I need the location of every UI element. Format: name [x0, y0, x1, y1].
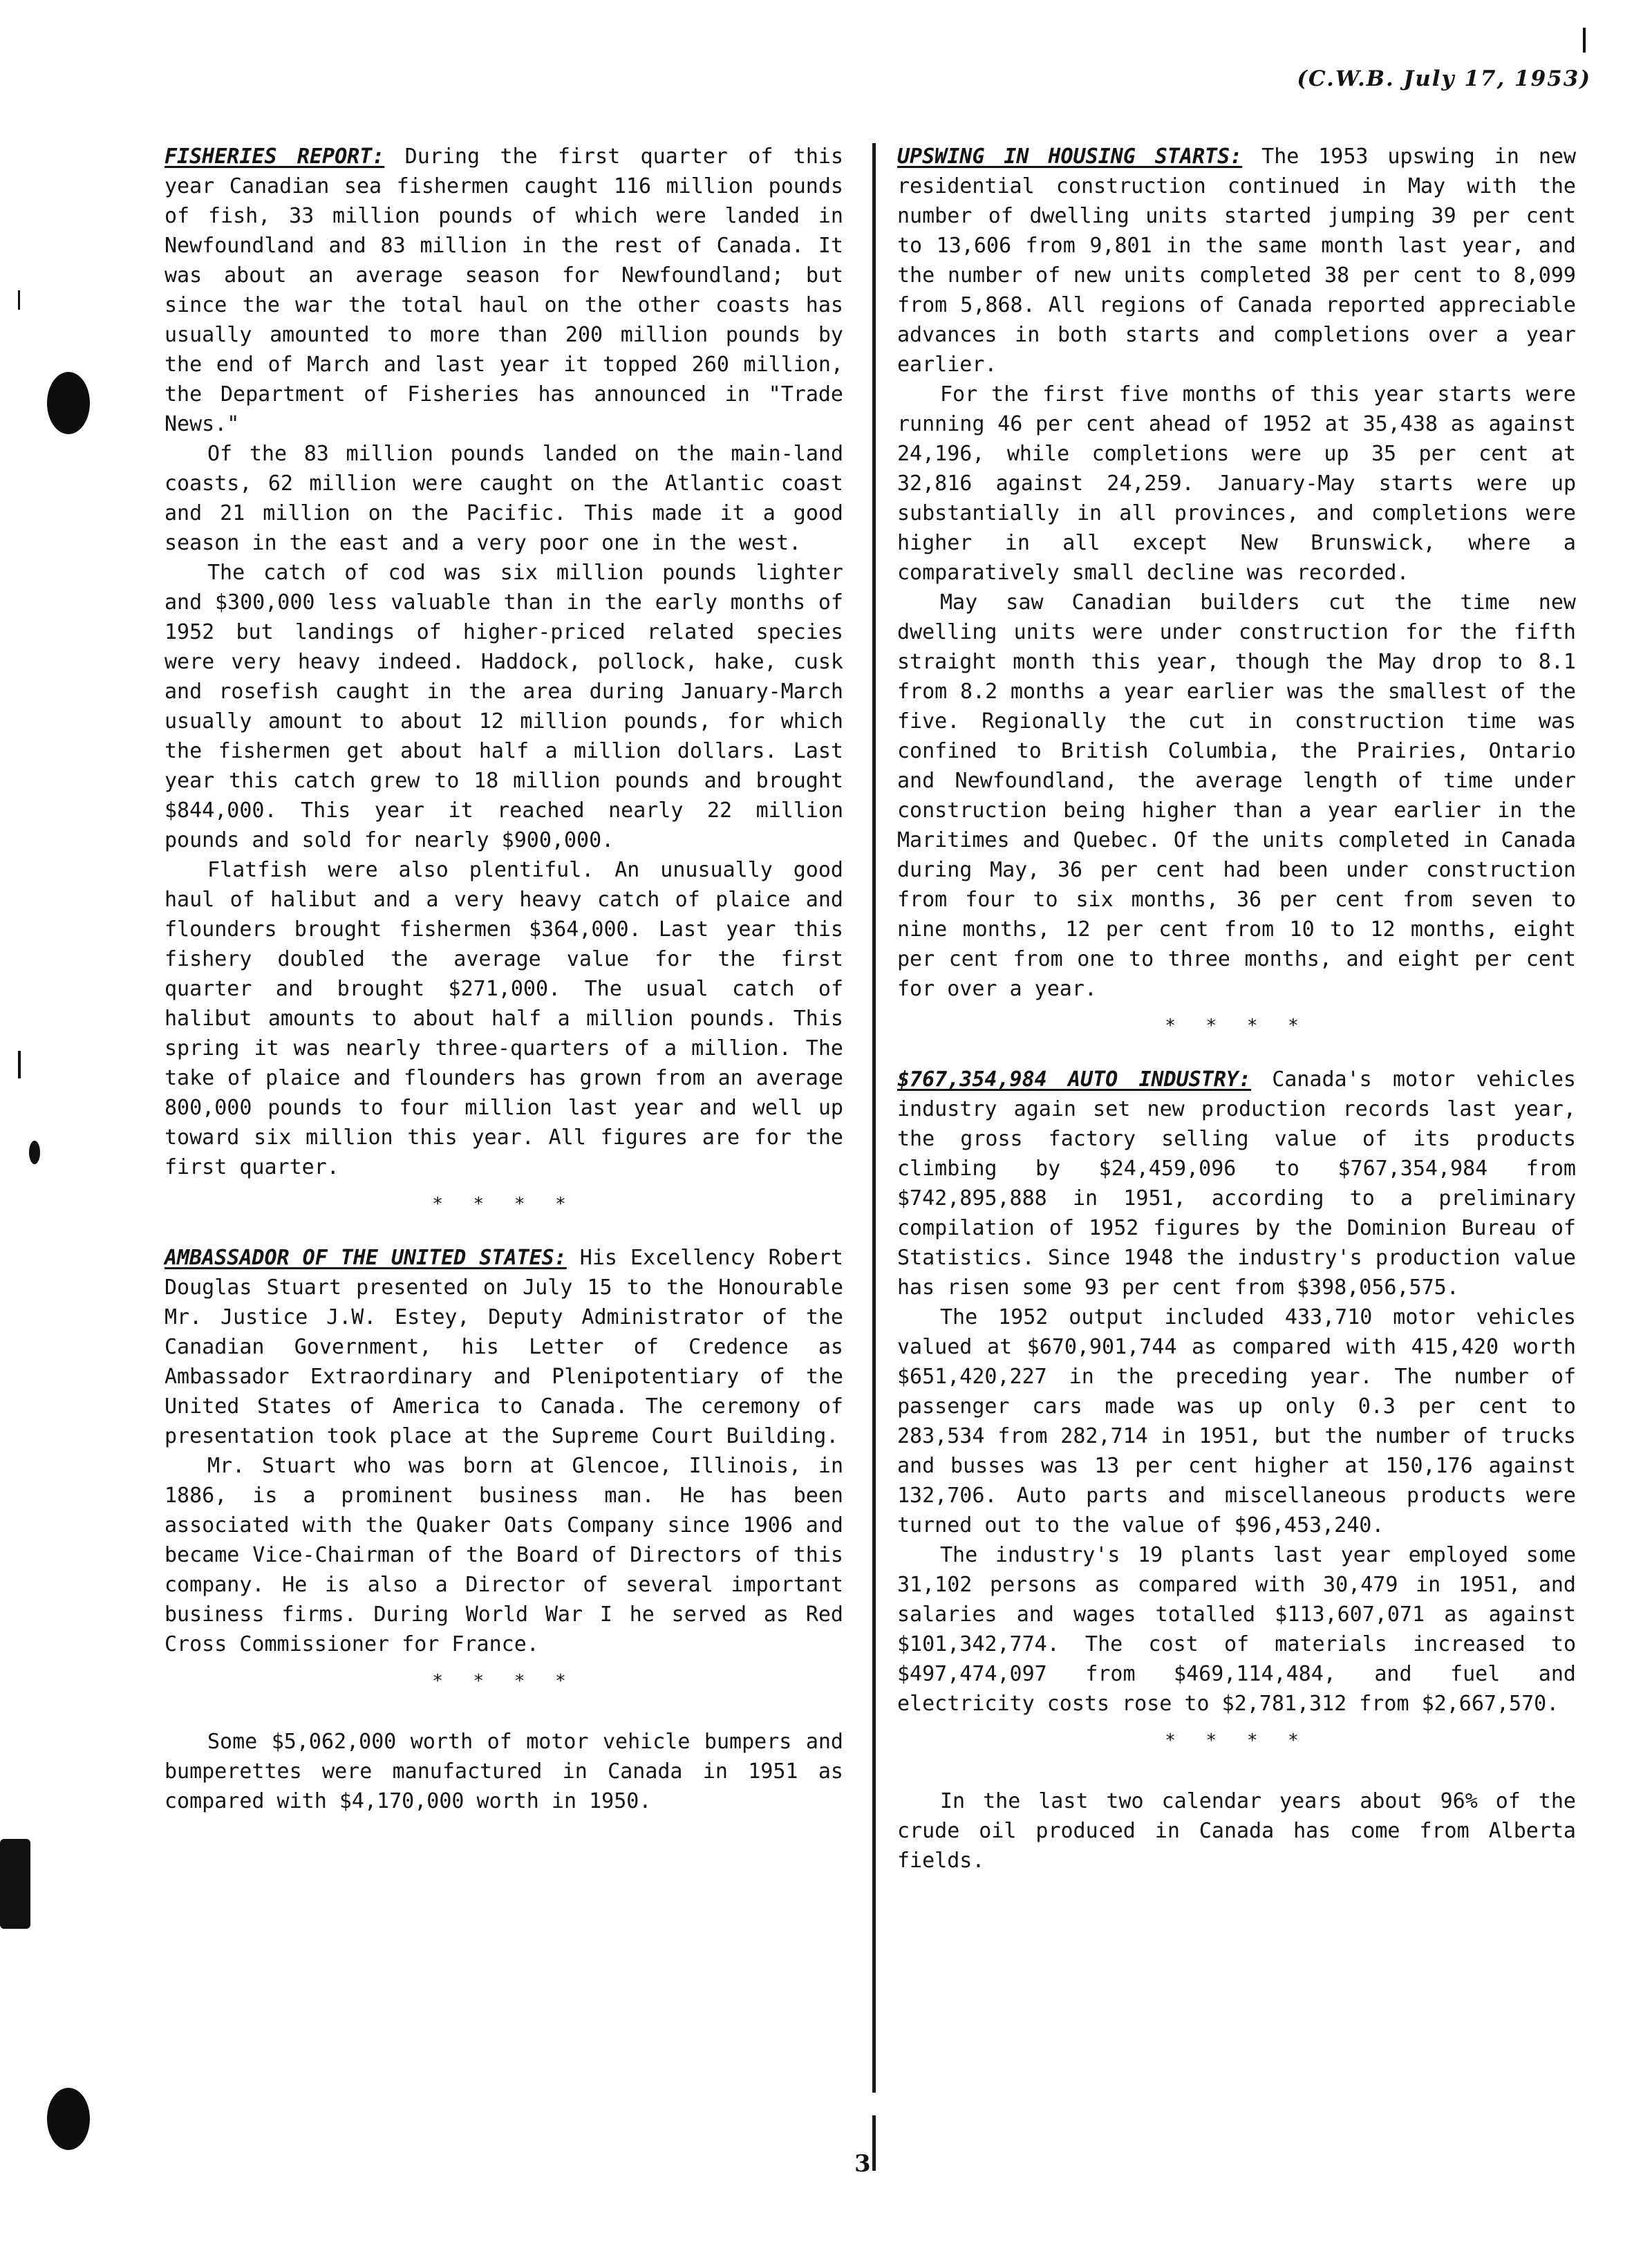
oil-paragraph: In the last two calendar years about 96% of the crude oil produced in Canada has come from Alberta fields.	[897, 1789, 1576, 1873]
housing-text-1: The 1953 upswing in new residential construction continued in May with the number of dwelling units started jumping 39 per cent to 13,606 from 9,801 in the same month last year, and the number of new units completed 38 per cent to 8,099 from 5,868. All regions of Canada reported appreciable advances in both starts and completions over a year earlier.	[897, 144, 1577, 377]
section-separator: * * * *	[432, 1194, 576, 1215]
section-separator: * * * *	[432, 1671, 576, 1692]
right-column	[897, 142, 1576, 1876]
housing-paragraph-3: May saw Canadian builders cut the time new dwelling units were under construction for the fifth straight month this year, though the May drop to 8.1 from 8.2 months a year earlier was the smallest of the five. Regionally the cut in construction time was confined to British Columbia, the Prairies, Ontario and Newfoundland, the average length of time under construction being higher than a year earlier in the Maritimes and Quebec. Of the units completed in Canada during May, 36 per cent had been under construction from four to six months, 36 per cent from seven to nine months, 12 per cent from 10 to 12 months, eight per cent from one to three months, and eight per cent for over a year.	[897, 590, 1576, 1001]
page-number: 3	[854, 2150, 871, 2178]
auto-paragraph-3: The industry's 19 plants last year employed some 31,102 persons as compared with 30,479 in 1951, and salaries and wages totalled $113,607,071 as against $101,342,774. The cost of materials increased to $497,474,097 from $469,114,484, and fuel and electricity costs rose to $2,781,312 from $2,667,570.	[897, 1543, 1576, 1716]
scan-tick	[18, 290, 20, 310]
punch-hole-bottom	[47, 2088, 90, 2150]
punch-hole-top	[47, 372, 90, 434]
binding-edge-mark	[0, 1839, 30, 1929]
housing-paragraph-2: For the first five months of this year starts were running 46 per cent ahead of 1952 at 35,438 as against 24,196, while completions were up 35 per cent at 32,816 against 24,259. January-May starts were up substantially in all provinces, and completions were higher in all except New Brunswick, where a comparatively small decline was recorded.	[897, 382, 1576, 585]
auto-text-1: Canada's motor vehicles industry again set new production records last year, the gross factory selling value of its products climbing by $24,459,096 to $767,354,984 from $742,895,888 in 1951, according to a preliminary compilation of 1952 figures by the Dominion Bureau of Statistics. Since 1948 the industry's production value has risen some 93 per cent from $398,056,575.	[897, 1067, 1576, 1300]
column-divider	[872, 143, 876, 2093]
auto-paragraph-1	[897, 1065, 1576, 1302]
ambassador-paragraph-1	[165, 1243, 843, 1451]
scan-tick	[1583, 28, 1586, 53]
fisheries-paragraph-1	[165, 142, 843, 439]
fisheries-text-1: During the first quarter of this year Canadian sea fishermen caught 116 million pounds of fish, 33 million pounds of which were landed in Newfoundland and 83 million in the rest of Canada. It was about an average season for Newfoundland; but since the war the total haul on the other coasts has usually amounted to more than 200 million pounds by the end of March and last year it topped 260 million, the Department of Fisheries has announced in "Trade News."	[165, 144, 844, 436]
fisheries-paragraph-3: The catch of cod was six million pounds lighter and $300,000 less valuable than in the early months of 1952 but landings of higher-priced related species were very heavy indeed. Haddock, pollock, hake, cusk and rosefish caught in the area during January-March usually amount to about 12 million pounds, for which the fishermen get about half a million dollars. Last year this catch grew to 18 million pounds and brought $844,000. This year it reached nearly 22 million pounds and sold for nearly $900,000.	[165, 561, 843, 852]
section-separator: * * * *	[1165, 1016, 1308, 1036]
bumpers-paragraph: Some $5,062,000 worth of motor vehicle bumpers and bumperettes were manufactured in Canada in 1951 as compared with $4,170,000 worth in 1950.	[165, 1730, 843, 1813]
fisheries-paragraph-2: Of the 83 million pounds landed on the main-land coasts, 62 million were caught on the Atlantic coast and 21 million on the Pacific. This made it a good season in the east and a very poor one in the west.	[165, 442, 843, 555]
scan-speck	[29, 1141, 40, 1164]
column-divider-lower	[872, 2115, 876, 2171]
citation-header: (C.W.B. July 17, 1953)	[1297, 66, 1591, 91]
section-separator: * * * *	[1165, 1730, 1308, 1751]
ambassador-headline: AMBASSADOR OF THE UNITED STATES:	[165, 1246, 567, 1270]
fisheries-paragraph-4: Flatfish were also plentiful. An unusually good haul of halibut and a very heavy catch of plaice and flounders brought fishermen $364,000. Last year this fishery doubled the average value for the first quarter and brought $271,000. The usual catch of halibut amounts to about half a million pounds. This spring it was nearly three-quarters of a million. The take of plaice and flounders has grown from an average 800,000 pounds to four million last year and well up toward six million this year. All figures are for the first quarter.	[165, 858, 843, 1179]
housing-headline: UPSWING IN HOUSING STARTS:	[897, 144, 1243, 169]
auto-headline: $767,354,984 AUTO INDUSTRY:	[897, 1067, 1251, 1092]
housing-paragraph-1	[897, 142, 1576, 380]
auto-paragraph-2: The 1952 output included 433,710 motor vehicles valued at $670,901,744 as compared with 415,420 worth $651,420,227 in the preceding year. The number of passenger cars made was up only 0.3 per cent to 283,534 from 282,714 in 1951, but the number of trucks and busses was 13 per cent higher at 150,176 against 132,706. Auto parts and miscellaneous products were turned out to the value of $96,453,240.	[897, 1305, 1576, 1537]
scan-tick	[18, 1051, 21, 1078]
ambassador-paragraph-2: Mr. Stuart who was born at Glencoe, Illinois, in 1886, is a prominent business man. He has been associated with the Quaker Oats Company since 1906 and became Vice-Chairman of the Board of Directors of this company. He is also a Director of several important business firms. During World War I he served as Red Cross Commissioner for France.	[165, 1454, 843, 1656]
ambassador-text-1: His Excellency Robert Douglas Stuart presented on July 15 to the Honourable Mr. Justice J.W. Estey, Deputy Administrator of the Canadian Government, his Letter of Credence as Ambassador Extraordinary and Plenipotentiary of the United States of America to Canada. The ceremony of presentation took place at the Supreme Court Building.	[165, 1246, 843, 1448]
fisheries-headline: FISHERIES REPORT:	[165, 144, 385, 169]
left-column	[165, 142, 843, 1816]
